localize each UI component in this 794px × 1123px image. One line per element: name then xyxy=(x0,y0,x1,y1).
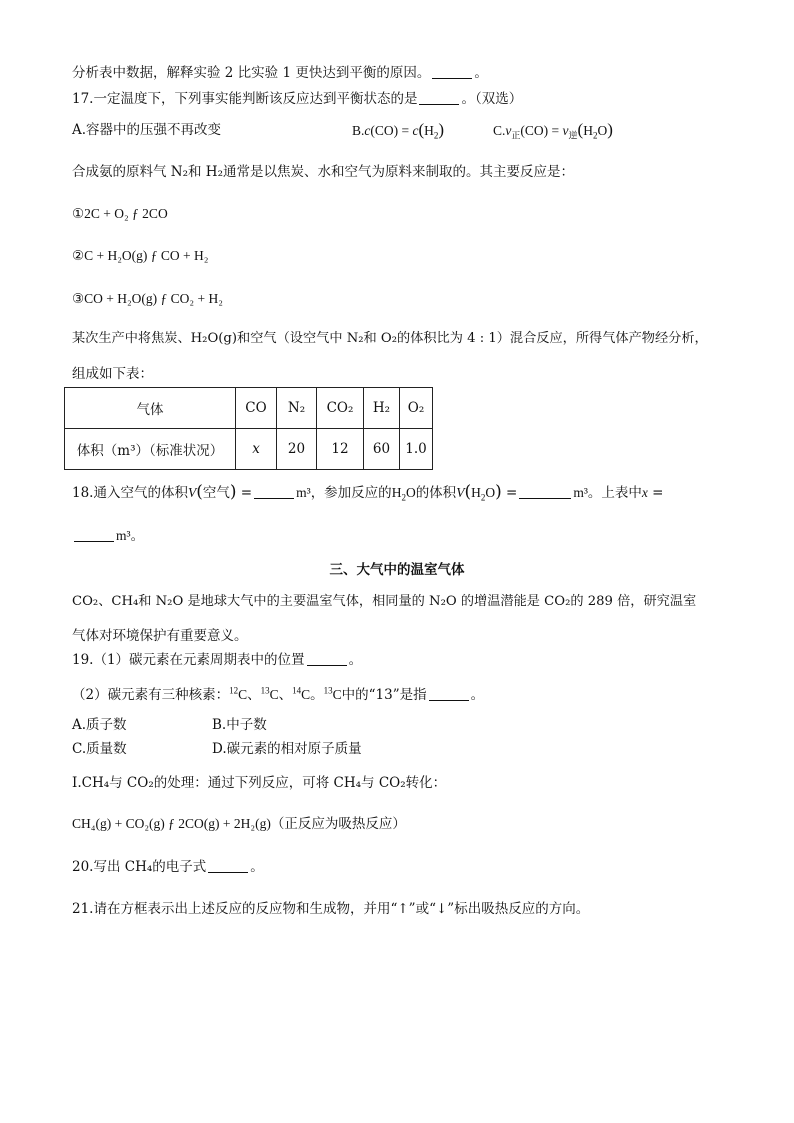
q19-position-blank[interactable] xyxy=(307,651,347,666)
table-header: N₂ xyxy=(277,388,317,429)
q16-answer-blank[interactable] xyxy=(432,64,472,79)
q17-options xyxy=(72,121,221,139)
section-3-title: 三、大气中的温室气体 xyxy=(329,562,465,578)
q19-option-a: A.质子数 xyxy=(72,717,127,733)
gas-composition-table xyxy=(64,387,433,470)
q17-answer-blank[interactable] xyxy=(419,90,459,105)
q17-option-a: A.容器中的压强不再改变 xyxy=(72,122,222,138)
q19-part-2: （2）碳元素有三种核素：$^{12}$C、$^{13}$C、$^{14}$C。$^{13}$C中的“13”是指 。 xyxy=(72,685,485,703)
q17-stem xyxy=(72,90,522,108)
production-line-1: 某次生产中将焦炭、H₂O(g)和空气（设空气中 N₂和 O₂的体积比为 4 : 1）混合反应，所得气体产物经分析， xyxy=(72,331,708,346)
table-header: H₂ xyxy=(364,388,400,429)
table-cell: 20 xyxy=(277,429,317,470)
table-header-row xyxy=(65,388,433,429)
production-line-2: 组成如下表： xyxy=(72,366,153,382)
table-cell: 12 xyxy=(317,429,364,470)
q20-line: 20.写出 CH₄的电子式 。 xyxy=(72,859,264,875)
q21-line: 21.请在方框表示出上述反应的反应物和生成物，并用“↑”或“↓”标出吸热反应的方向。 xyxy=(72,901,590,917)
table-cell: 60 xyxy=(364,429,400,470)
table-header: O₂ xyxy=(400,388,433,429)
table-cell: x xyxy=(236,429,277,470)
table-header: 气体 xyxy=(65,388,236,429)
greenhouse-line-2: 气体对环境保护有重要意义。 xyxy=(72,628,248,644)
q17-stem-text: 17.一定温度下，下列事实能判断该反应达到平衡状态的是 xyxy=(72,91,418,107)
q18-line-1: 18.通入空气的体积V(空气) = m³，参加反应的$H_2O$的体积$V(H_2O) = m^3$。上表中x = xyxy=(72,482,664,503)
q17-option-b: $B.c(CO) = c(H_2)$ xyxy=(352,120,445,141)
table-header: CO xyxy=(236,388,277,429)
q17-note: 。（双选） xyxy=(461,91,523,107)
reaction-2: ②C + H₂O(g) ƒ CO + H₂ xyxy=(72,248,209,263)
q19-meaning-blank[interactable] xyxy=(429,686,469,701)
q16-line: 分析表中数据，解释实验 2 比实验 1 更快达到平衡的原因。 。 xyxy=(72,65,488,81)
q16-text: 分析表中数据，解释实验 2 比实验 1 更快达到平衡的原因。 xyxy=(72,65,431,81)
q19-part-1: 19.（1）碳元素在元素周期表中的位置 。 xyxy=(72,652,363,668)
q19-option-c: C.质量数 xyxy=(72,741,127,757)
table-row-label: 体积（m³）（标准状况） xyxy=(65,429,236,470)
table-cell: 1.0 xyxy=(400,429,433,470)
q18-water-volume-blank[interactable] xyxy=(519,484,571,499)
q20-answer-blank[interactable] xyxy=(208,858,248,873)
reaction-1: ①2C + O₂ ƒ 2CO xyxy=(72,206,168,221)
table-row xyxy=(65,429,433,470)
section-i-intro: I.CH₄与 CO₂的处理：通过下列反应，可将 CH₄与 CO₂转化： xyxy=(72,775,447,791)
q17-option-c: $C.v_正(CO) = v_逆(H_2O)$ xyxy=(493,120,613,141)
reaction-ch4: CH₄(g) + CO₂(g) ƒ 2CO(g) + 2H₂(g)（正反应为吸热反应） xyxy=(72,816,406,832)
q19-option-d: D.碳元素的相对原子质量 xyxy=(212,741,362,757)
reaction-3: ③CO + H₂O(g) ƒ CO₂ + H₂ xyxy=(72,291,223,306)
greenhouse-line-1: CO₂、CH₄和 N₂O 是地球大气中的主要温室气体，相同量的 N₂O 的增温潜能是 CO₂的 289 倍，研究温室 xyxy=(72,594,697,609)
q18-line-2: m³。 xyxy=(72,527,144,545)
ammonia-intro: 合成氨的原料气 N₂和 H₂通常是以焦炭、水和空气为原料来制取的。其主要反应是： xyxy=(72,164,574,180)
table-header: CO₂ xyxy=(317,388,364,429)
q19-option-b: B.中子数 xyxy=(212,717,267,733)
q18-x-blank[interactable] xyxy=(74,527,114,542)
q18-air-volume-blank[interactable] xyxy=(254,484,294,499)
